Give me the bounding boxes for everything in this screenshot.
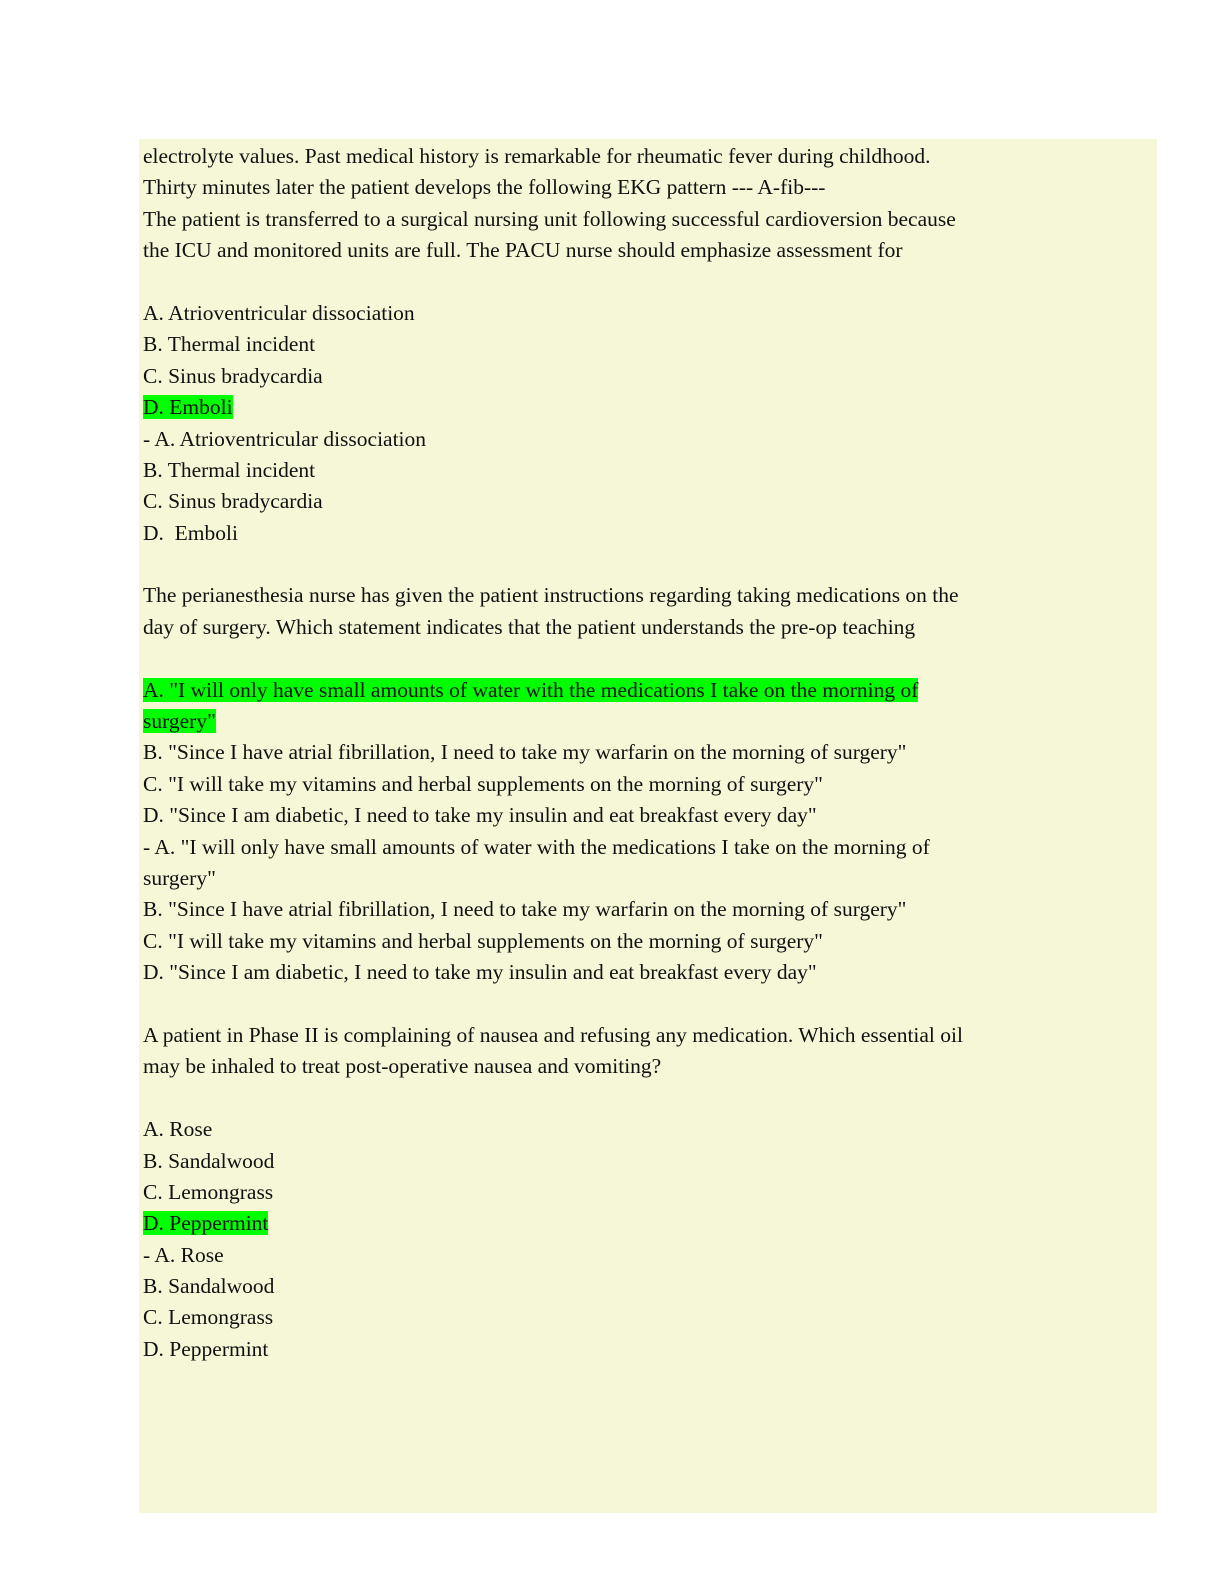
stem-line: the ICU and monitored units are full. The PACU nurse should emphasize assessment for — [143, 238, 903, 263]
question-3 — [143, 1020, 1053, 1365]
answer-line: B. Thermal incident — [143, 457, 316, 482]
answer-line: C. "I will take my vitamins and herbal supplements on the morning of surgery" — [143, 928, 823, 953]
blank-line — [143, 1083, 1053, 1114]
answer-line: - A. Atrioventricular dissociation — [143, 426, 427, 451]
answer-line: - A. "I will only have small amounts of water with the medications I take on the morning of — [143, 834, 930, 859]
question-2-answer-block — [143, 832, 1053, 989]
question-2-stem — [143, 580, 1053, 643]
question-2-options — [143, 675, 1053, 832]
answer-line: B. "Since I have atrial fibrillation, I need to take my warfarin on the morning of surgery" — [143, 897, 907, 922]
option-c: C. "I will take my vitamins and herbal supplements on the morning of surgery" — [143, 771, 823, 796]
correct-answer-highlight: surgery" — [143, 709, 216, 734]
blank-line — [143, 989, 1053, 1020]
correct-answer-highlight: D. Peppermint — [143, 1211, 269, 1236]
answer-line: C. Sinus bradycardia — [143, 489, 323, 514]
option-d-correct — [143, 392, 1053, 423]
stem-line: The perianesthesia nurse has given the patient instructions regarding taking medications on the — [143, 583, 959, 608]
option-b: B. "Since I have atrial fibrillation, I need to take my warfarin on the morning of surgery" — [143, 740, 907, 765]
stem-line: may be inhaled to treat post-operative nausea and vomiting? — [143, 1054, 662, 1079]
answer-line: B. Sandalwood — [143, 1274, 275, 1299]
option-c: C. Sinus bradycardia — [143, 363, 323, 388]
question-3-options — [143, 1114, 1053, 1240]
answer-line: surgery" — [143, 865, 216, 890]
answer-line: - A. Rose — [143, 1242, 224, 1267]
answer-line: C. Lemongrass — [143, 1305, 274, 1330]
option-d-correct — [143, 1208, 1053, 1239]
stem-line: A patient in Phase II is complaining of nausea and refusing any medication. Which essential oil — [143, 1022, 963, 1047]
option-b: B. Thermal incident — [143, 332, 316, 357]
question-3-stem — [143, 1020, 1053, 1083]
option-a: A. Rose — [143, 1117, 213, 1142]
option-a-correct-continued — [143, 706, 1053, 737]
blank-line — [143, 549, 1053, 580]
stem-line: electrolyte values. Past medical history is remarkable for rheumatic fever during childhood. — [143, 144, 931, 168]
question-3-answer-block — [143, 1240, 1053, 1366]
answer-line: D. Emboli — [143, 520, 238, 545]
blank-line — [143, 643, 1053, 674]
answer-line: D. Peppermint — [143, 1336, 269, 1361]
stem-line: Thirty minutes later the patient develops the following EKG pattern --- A-fib--- — [143, 175, 826, 200]
correct-answer-highlight: A. "I will only have small amounts of water with the medications I take on the morning of — [143, 677, 919, 702]
question-2 — [143, 580, 1053, 988]
answer-line: D. "Since I am diabetic, I need to take my insulin and eat breakfast every day" — [143, 960, 817, 985]
document-content — [143, 141, 1053, 1365]
option-b: B. Sandalwood — [143, 1148, 275, 1173]
correct-answer-highlight: D. Emboli — [143, 395, 233, 420]
question-1-options — [143, 298, 1053, 424]
stem-line: day of surgery. Which statement indicates that the patient understands the pre-op teaching — [143, 614, 916, 639]
question-1 — [143, 141, 1053, 549]
question-1-answer-block — [143, 424, 1053, 550]
option-a: A. Atrioventricular dissociation — [143, 300, 415, 325]
question-1-stem — [143, 141, 1053, 267]
option-a-correct — [143, 675, 1053, 706]
stem-line: The patient is transferred to a surgical nursing unit following successful cardioversion because — [143, 206, 956, 231]
blank-line — [143, 267, 1053, 298]
option-d: D. "Since I am diabetic, I need to take my insulin and eat breakfast every day" — [143, 803, 817, 828]
option-c: C. Lemongrass — [143, 1179, 274, 1204]
